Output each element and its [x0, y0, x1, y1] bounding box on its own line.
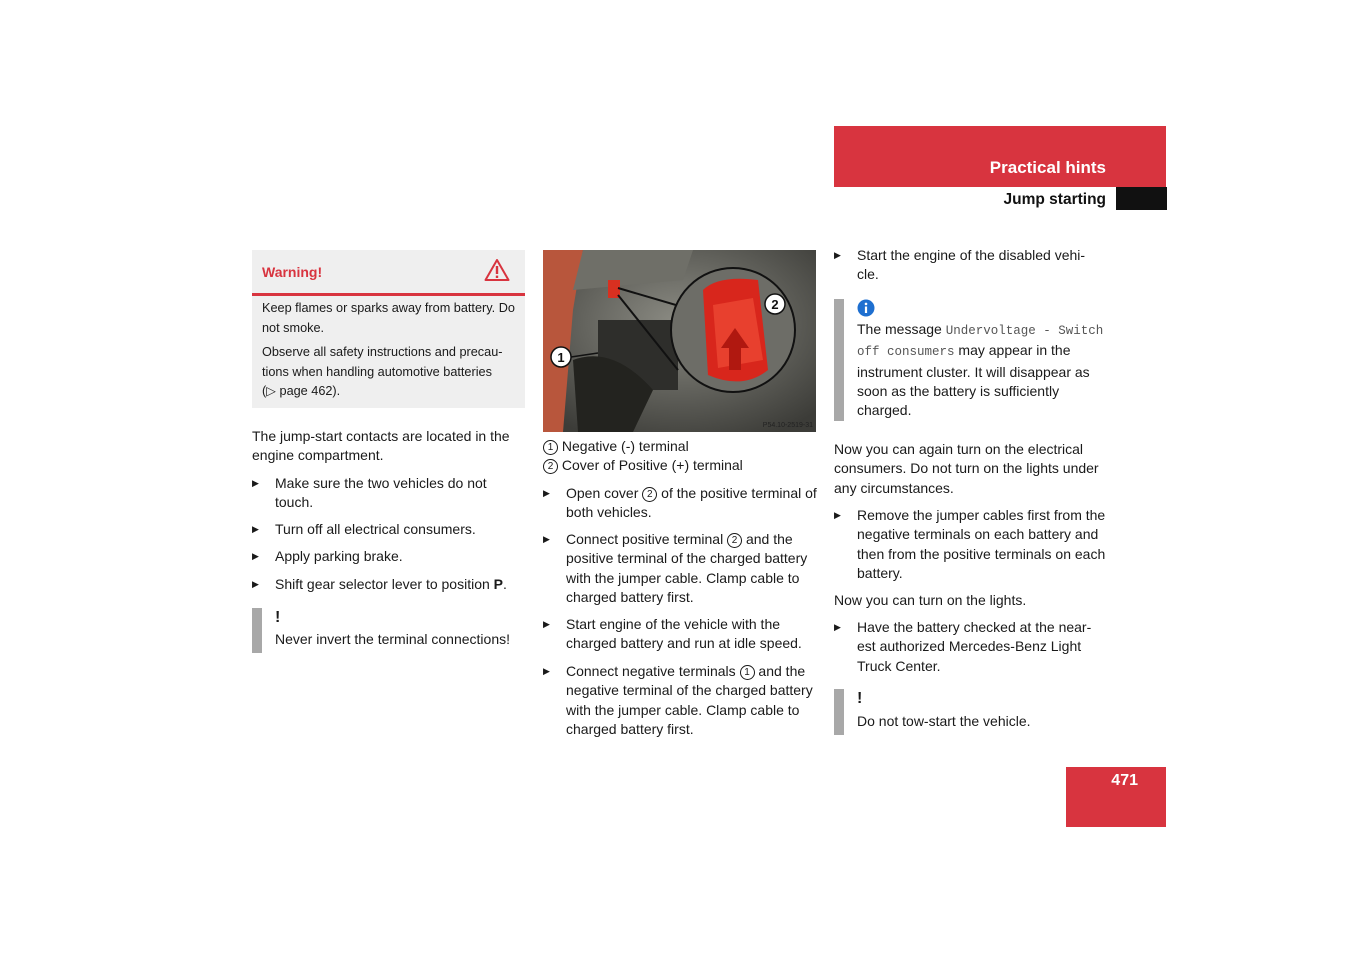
section-title: Practical hints	[989, 158, 1106, 177]
step-item: ▶ Turn off all electrical consumers.	[252, 521, 476, 537]
callout-number: 2	[543, 459, 558, 474]
note-bar	[834, 299, 844, 421]
info-text: The message Undervoltage - Switch off consumers may appear in the instrument cluster. It will disappear as soon as the battery is sufficiently charged.	[857, 321, 1104, 419]
bullet-arrow-icon: ▶	[543, 619, 550, 629]
header-bar	[834, 126, 1166, 187]
step-item: ▶ Connect positive terminal 2 and the positive terminal of the charged battery with the jumper cable. Clamp cable to charged battery first.	[543, 531, 808, 605]
step-item: ▶ Remove the jumper cables first from the negative terminals on each battery and then from the positive terminals on each battery.	[834, 507, 1106, 581]
bullet-arrow-icon: ▶	[543, 488, 550, 498]
exclamation-icon: !	[857, 690, 863, 707]
header-marker	[1116, 187, 1167, 210]
callout-number: 1	[740, 665, 755, 680]
bullet-arrow-icon: ▶	[252, 478, 259, 488]
warning-header	[252, 250, 525, 296]
caution-note	[252, 608, 527, 653]
svg-text:1: 1	[557, 350, 565, 365]
bullet-arrow-icon: ▶	[543, 534, 550, 544]
note-bar	[252, 608, 262, 653]
subsection-title: Jump starting	[1003, 191, 1106, 208]
body-text: Now you can turn on the lights.	[834, 592, 1027, 608]
step-item: ▶ Have the battery checked at the near- est authorized Mercedes-Benz Light Truck Center.	[834, 619, 1092, 674]
warning-title: Warning!	[262, 264, 323, 280]
step-item: ▶ Start the engine of the disabled vehi- cle.	[834, 247, 1086, 283]
step-item: ▶ Connect negative terminals 1 and the negative terminal of the charged battery with the jumper cable. Clamp cable to charged battery first.	[543, 663, 813, 737]
caution-note	[834, 689, 1109, 735]
callout-number: 1	[543, 440, 558, 455]
info-note	[834, 299, 1109, 421]
legend-item: 1 Negative (-) terminal	[543, 437, 818, 456]
caution-text: Do not tow-start the vehicle.	[857, 713, 1031, 729]
note-bar	[834, 689, 844, 735]
info-icon	[857, 299, 875, 322]
legend-item: 2 Cover of Positive (+) terminal	[543, 456, 818, 475]
warning-triangle-icon	[484, 258, 510, 287]
page-number: 471	[1111, 772, 1138, 789]
image-code: P54.10-2519-31	[762, 422, 813, 429]
bullet-arrow-icon: ▶	[834, 622, 841, 632]
callout-number: 2	[727, 533, 742, 548]
step-item: ▶ Open cover 2 of the positive terminal of both vehicles.	[543, 485, 817, 521]
engine-compartment-photo	[543, 250, 816, 432]
photo-legend	[543, 437, 818, 476]
warning-box	[252, 250, 525, 408]
step-item: ▶ Make sure the two vehicles do not touch.	[252, 475, 487, 511]
caution-text: Never invert the terminal connections!	[275, 631, 510, 647]
bullet-arrow-icon: ▶	[543, 666, 550, 676]
bullet-arrow-icon: ▶	[834, 510, 841, 520]
bullet-arrow-icon: ▶	[252, 551, 259, 561]
step-item: ▶ Start engine of the vehicle with the charged battery and run at idle speed.	[543, 616, 802, 652]
step-item: ▶ Shift gear selector lever to position P.	[252, 576, 507, 592]
svg-text:2: 2	[771, 297, 779, 312]
bullet-arrow-icon: ▶	[834, 250, 841, 260]
warning-text-2: Observe all safety instructions and precau- tions when handling automotive batteries (▷ page 462).	[262, 345, 503, 398]
step-item: ▶ Apply parking brake.	[252, 548, 403, 564]
callout-number: 2	[642, 487, 657, 502]
warning-text-1: Keep flames or sparks away from battery. Do not smoke.	[262, 301, 515, 335]
bullet-arrow-icon: ▶	[252, 579, 259, 589]
body-text: Now you can again turn on the electrical consumers. Do not turn on the lights under any circumstances.	[834, 441, 1099, 496]
intro-text: The jump-start contacts are located in the engine compartment.	[252, 428, 510, 464]
exclamation-icon: !	[275, 609, 281, 626]
bullet-arrow-icon: ▶	[252, 524, 259, 534]
page-reference[interactable]: (▷ page 462).	[262, 384, 341, 398]
